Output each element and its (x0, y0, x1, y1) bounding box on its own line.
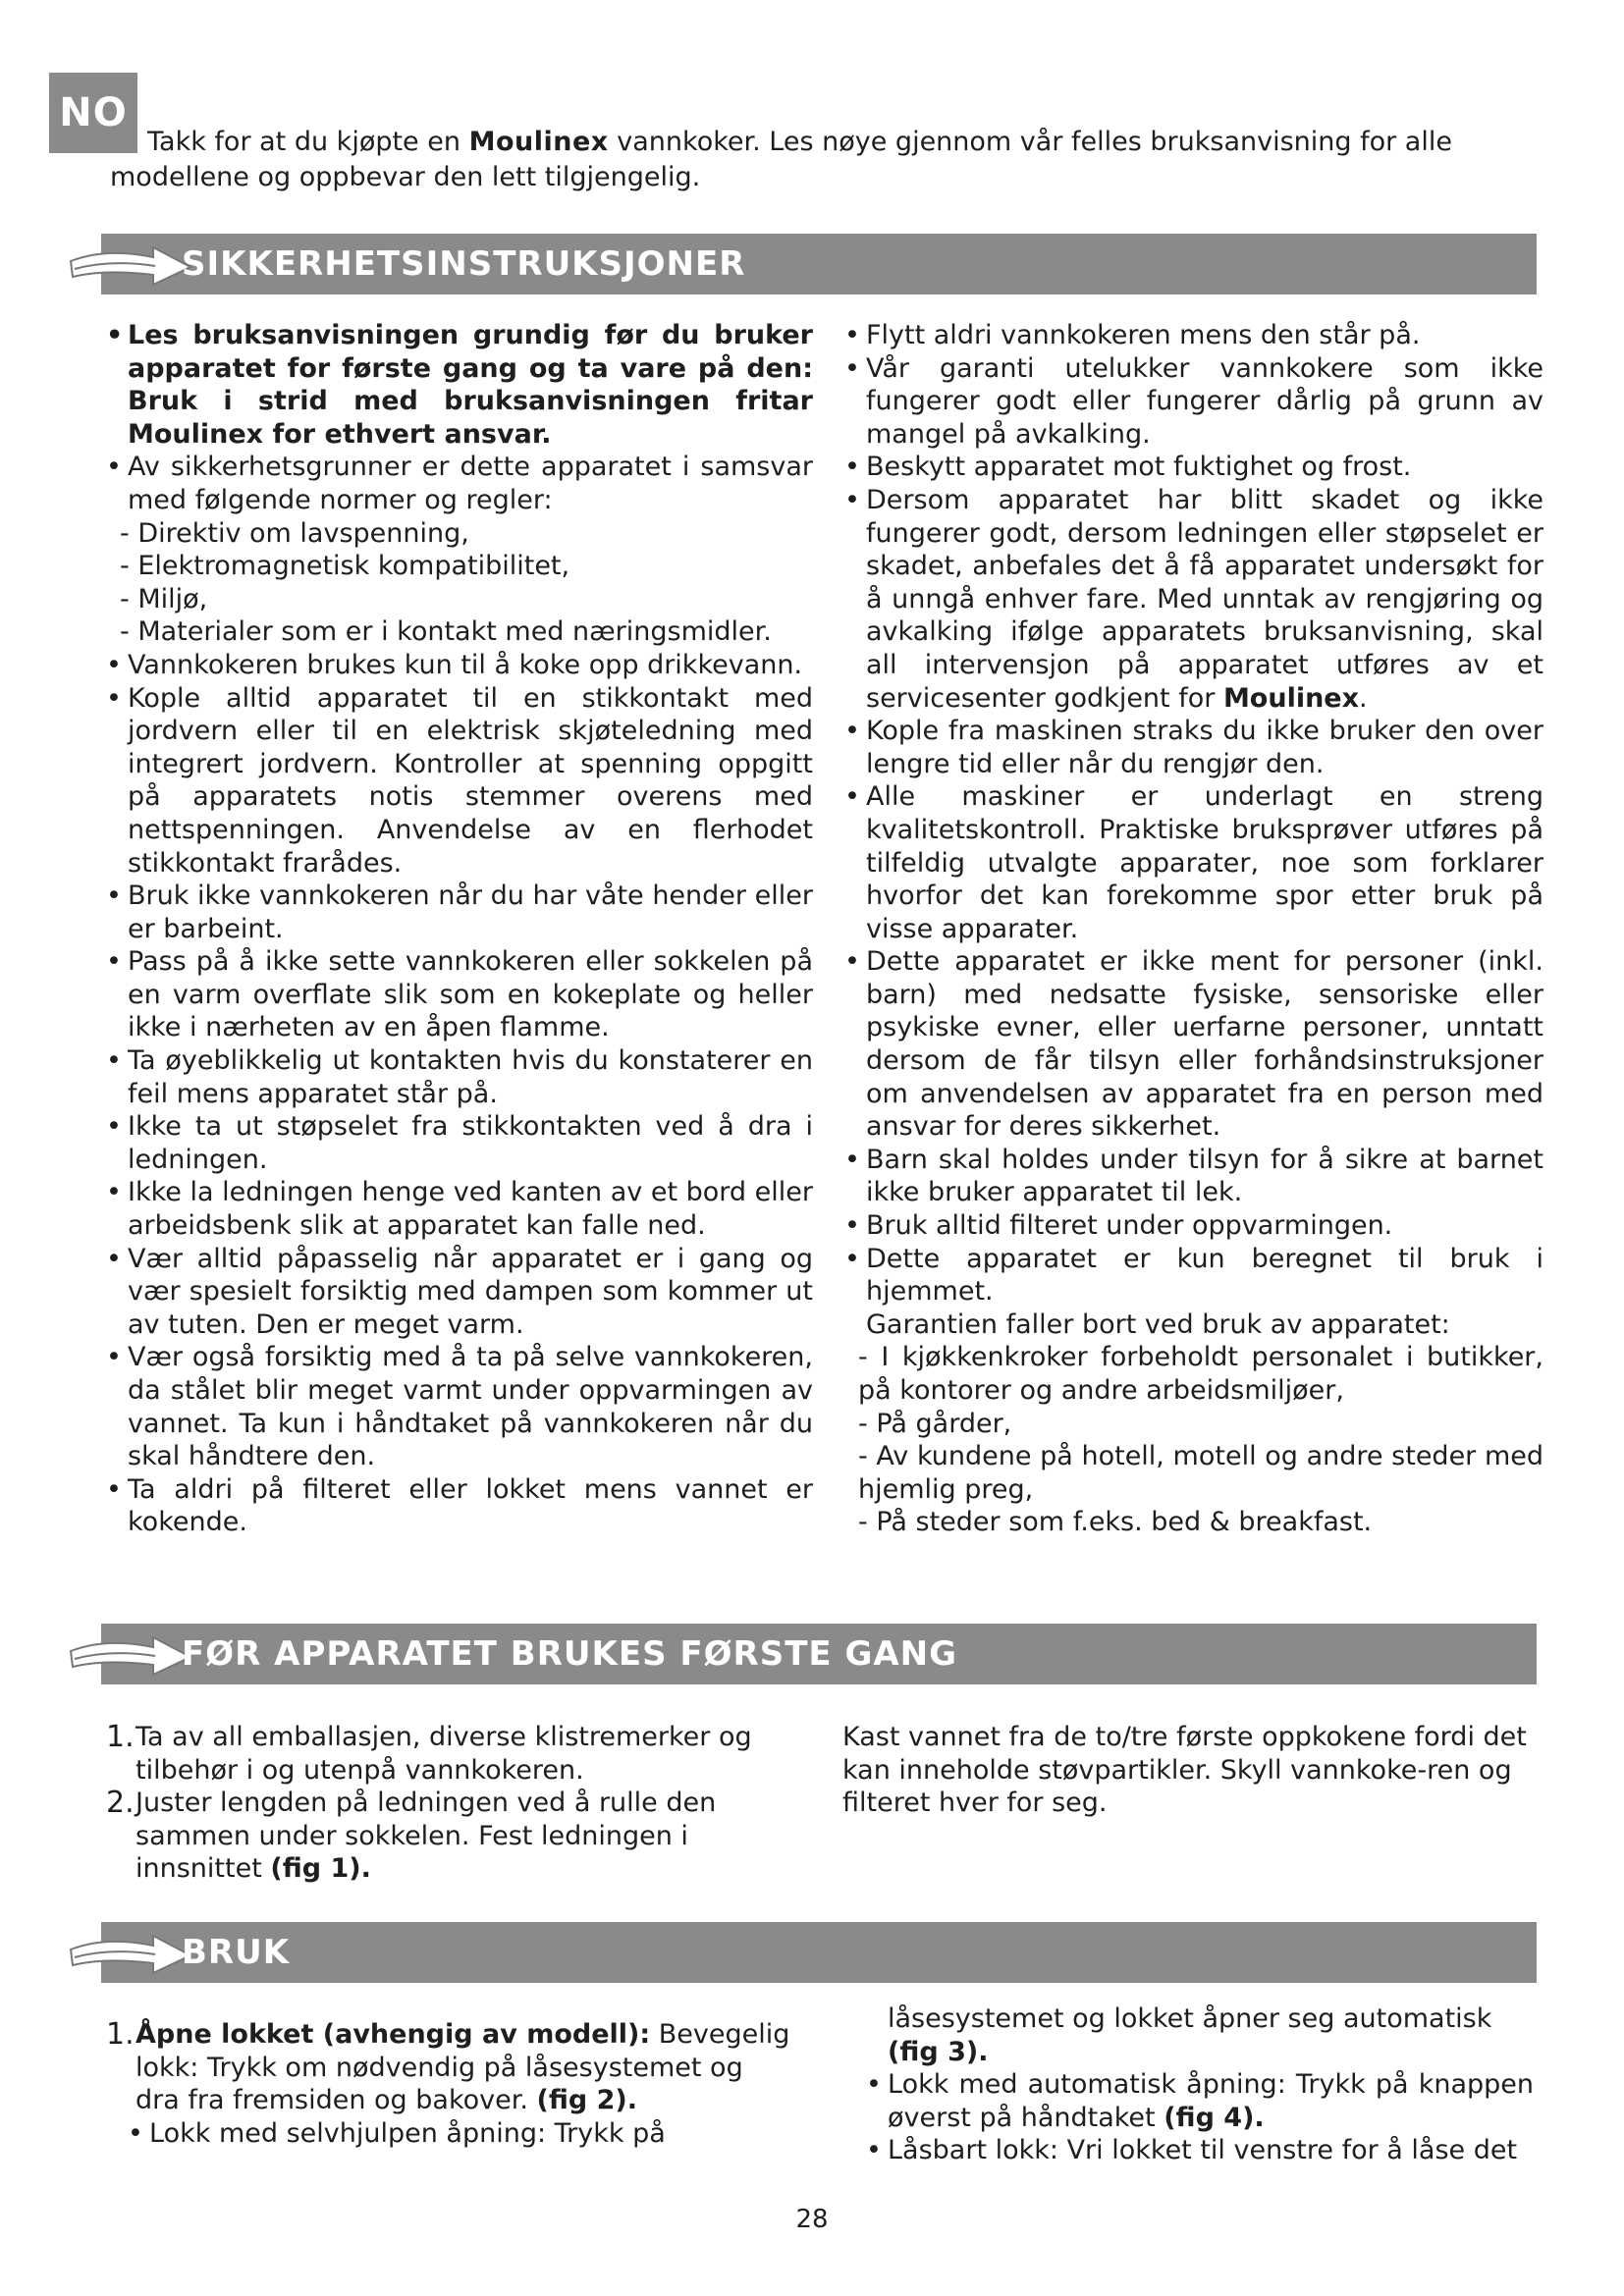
arrow-icon (67, 1629, 194, 1679)
guarantee-note: Garantien faller bort ved bruk av apparatet: (866, 1308, 1450, 1340)
list-item: • Vår garanti utelukker vannkokere som ikke fungerer godt eller fungerer dårlig på grunn av mangel på avkalking. (844, 352, 1543, 452)
list-subitem: - Direktiv om lavspenning, (120, 517, 469, 549)
before-right-column: Kast vannet fra de to/tre første oppkokene fordi det kan inneholde støvpartikler. Skyll vannkoke-ren og filteret hver for seg. (842, 1722, 1527, 1819)
list-item: • Bruk ikke vannkokeren når du har våte hender eller er barbeint. (106, 880, 813, 945)
list-subitem: - Miljø, (120, 583, 208, 614)
list-item: • Pass på å ikke sette vannkokeren eller sokkelen på en varm overflate slik som en kokeplate og heller ikke i nærheten av en åpen flamme. (106, 945, 813, 1044)
list-item: • Lokk med selvhjulpen åpning: Trykk på (128, 2117, 793, 2151)
section-title-before-first-use: FØR APPARATET BRUKES FØRSTE GANG (182, 1634, 958, 1674)
list-subitem: - På steder som f.eks. bed & breakfast. (858, 1507, 1373, 1538)
arrow-icon (67, 1928, 194, 1977)
brand-name: Moulinex (468, 127, 609, 157)
list-item: • Kople alltid apparatet til en stikkontakt med jordvern eller til en elektrisk skjøteledning med integrert jordvern. Kontroller at spenning oppgitt på apparatets notis stemmer overens med nettspenningen. Anvendelse av en flerhodet stikkontakt frarådes. (106, 682, 813, 881)
list-item: • Lokk med automatisk åpning: Trykk på knappen øverst på håndtaket (fig 4). (866, 2068, 1534, 2134)
list-item: 1. Ta av all emballasjen, diverse klistremerker og tilbehør i og utenpå vannkokeren. (106, 1720, 752, 1786)
section-header-before-first-use (101, 1624, 1537, 1684)
intro-text: Takk for at du kjøpte en Moulinex vannkoker. Les nøye gjennom vår felles bruksanvisning for alle modellene og oppbevar den lett tilgjengelig. (110, 127, 1452, 192)
list-item: 2. Juster lengden på ledningen ved å rulle den sammen under sokkelen. Fest ledningen i innsnittet (fig 1). (106, 1786, 717, 1885)
list-subitem: - På gårder, (858, 1408, 1012, 1439)
list-item: • Barn skal holdes under tilsyn for å sikre at barnet ikke bruker apparatet til lek. (844, 1144, 1543, 1209)
list-subitem: - Av kundene på hotell, motell og andre steder med hjemlig preg, (858, 1441, 1543, 1505)
list-item: • Dette apparatet er ikke ment for personer (inkl. barn) med nedsatte fysiske, sensoriske eller psykiske evner, eller uerfarne personer, unntatt dersom de får tilsyn eller forhåndsinstruksjoner om anvendelsen av apparatet fra en person med ansvar for deres sikkerhet. (844, 945, 1543, 1144)
list-item: 1. Åpne lokket (avhengig av modell): Bevegelig lokk: Trykk om nødvendig på låsesystemet og dra fra fremsiden og bakover. (fig 2). (106, 2017, 790, 2116)
list-item: • Beskytt apparatet mot fuktighet og frost. (844, 451, 1543, 484)
list-item: • Ta aldri på filteret eller lokket mens vannet er kokende. (106, 1473, 813, 1539)
list-subitem: - Materialer som er i kontakt med næringsmidler. (120, 616, 772, 648)
brand-name: Moulinex (1222, 682, 1360, 714)
page-number: 28 (795, 2205, 829, 2234)
list-item: • Ikke la ledningen henge ved kanten av et bord eller arbeidsbenk slik at apparatet kan falle ned. (106, 1176, 813, 1242)
list-item: • Bruk alltid filteret under oppvarmingen. (844, 1209, 1543, 1243)
list-subitem: - Elektromagnetisk kompatibilitet, (120, 551, 570, 582)
list-item: • Vær også forsiktig med å ta på selve vannkokeren, da stålet blir meget varmt under oppvarmingen av vannet. Ta kun i håndtaket på vannkokeren når du skal håndtere den. (106, 1341, 813, 1472)
list-item: • Låsbart lokk: Vri lokket til venstre for å låse det (866, 2134, 1534, 2167)
section-header-safety (101, 234, 1537, 294)
arrow-icon (67, 240, 194, 289)
list-item: • Vær alltid påpasselig når apparatet er i gang og vær spesielt forsiktig med dampen som kommer ut av tuten. Den er meget varm. (106, 1243, 813, 1342)
section-title-safety: SIKKERHETSINSTRUKSJONER (182, 244, 746, 284)
list-item: • Vannkokeren brukes kun til å koke opp drikkevann. (106, 649, 813, 682)
section-title-use: BRUK (182, 1933, 291, 1972)
list-item: • Av sikkerhetsgrunner er dette apparatet i samsvar med følgende normer og regler: (106, 451, 813, 516)
before-left-column (106, 1721, 793, 1886)
use-left-column (106, 2018, 793, 2150)
list-item: • Ta øyeblikkelig ut kontakten hvis du konstaterer en feil mens apparatet står på. (106, 1044, 813, 1110)
list-subitem: - I kjøkkenkroker forbeholdt personalet i butikker, på kontorer og andre arbeidsmiljøer, (858, 1342, 1543, 1406)
safety-right-column (844, 319, 1543, 1539)
section-header-use (101, 1922, 1537, 1983)
list-item: • Les bruksanvisningen grundig før du bruker apparatet for første gang og ta vare på den: Bruk i strid med bruksanvisningen fritar Moulinex for ethvert ansvar. (106, 319, 813, 451)
language-badge: NO (49, 73, 137, 153)
list-item-continuation: låsesystemet og lokket åpner seg automatisk (fig 3). (888, 2003, 1492, 2067)
list-item: • Dette apparatet er kun beregnet til bruk i hjemmet. (844, 1243, 1543, 1308)
list-item: • Dersom apparatet har blitt skadet og ikke fungerer godt, dersom ledningen eller støpselet er skadet, anbefales det å få apparatet undersøkt for å unngå enhver fare. Med unntak av rengjøring og avkalking ifølge apparatets bruksanvisning, skal all intervensjon på apparatet utføres av et servicesenter godkjent for Moulinex. (844, 484, 1543, 715)
use-right-column (866, 2002, 1534, 2167)
list-item: • Ikke ta ut støpselet fra stikkontakten ved å dra i ledningen. (106, 1110, 813, 1176)
list-item: • Alle maskiner er underlagt en streng kvalitetskontroll. Praktiske bruksprøver utføres på tilfeldig utvalgte apparater, noe som forklarer hvorfor det kan forekomme spor etter bruk på visse apparater. (844, 780, 1543, 945)
list-item: • Kople fra maskinen straks du ikke bruker den over lengre tid eller når du rengjør den. (844, 715, 1543, 780)
list-item: • Flytt aldri vannkokeren mens den står på. (844, 319, 1543, 352)
safety-left-column (106, 319, 813, 1539)
